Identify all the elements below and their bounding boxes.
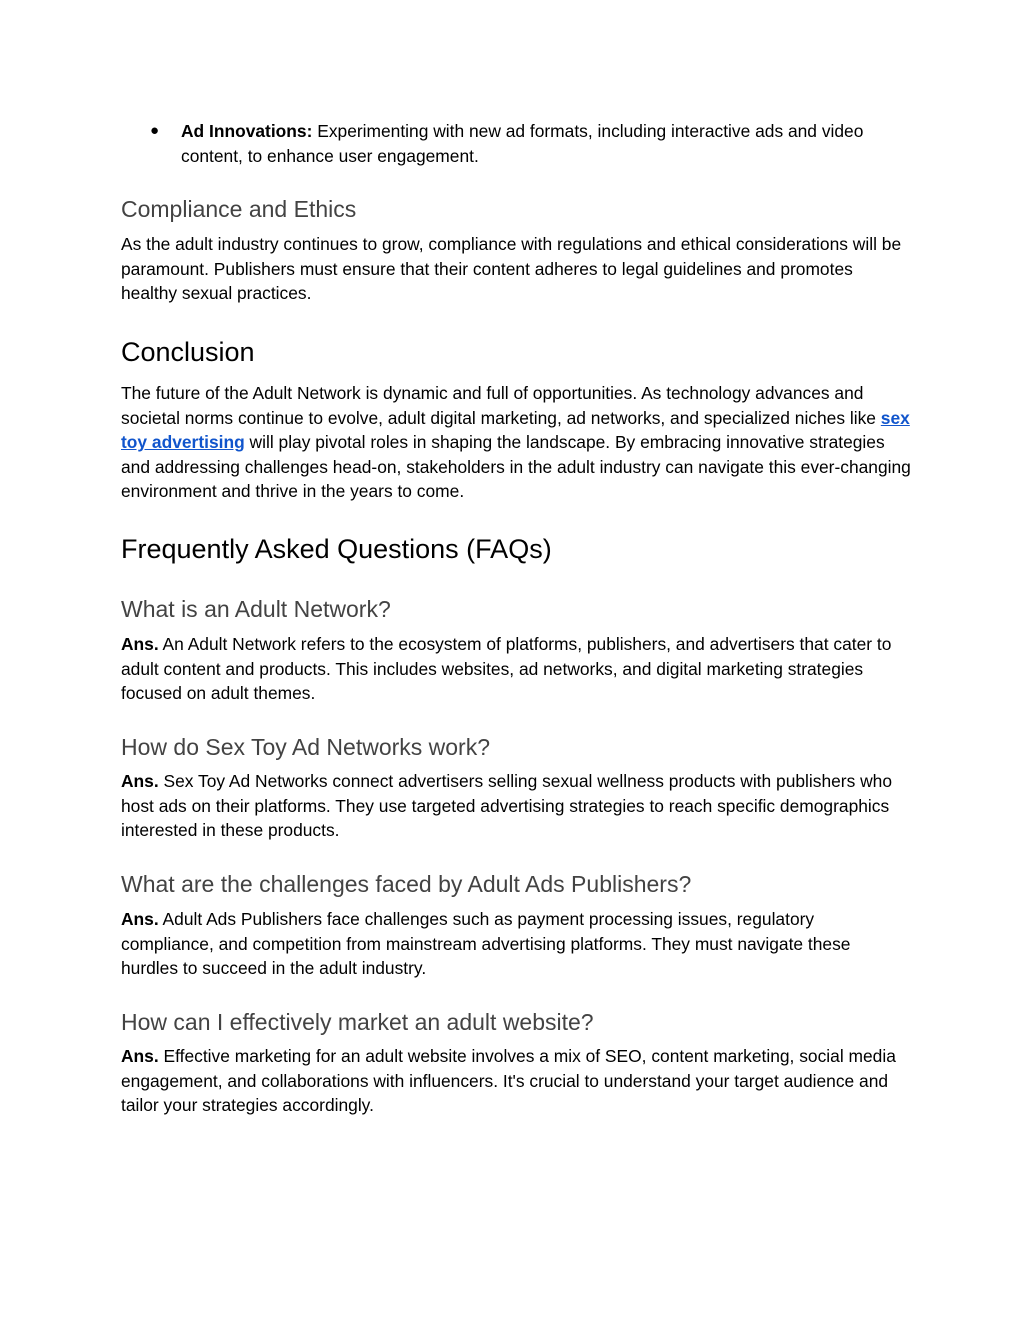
compliance-paragraph: As the adult industry continues to grow, compliance with regulations and ethical considerations will be paramount. Publishers must ensure that their content adheres to legal guidelines and promotes healthy sexual practices. bbox=[121, 234, 902, 303]
faq-answer bbox=[121, 769, 911, 843]
faq-question: How do Sex Toy Ad Networks work? bbox=[121, 734, 491, 760]
answer-prefix: Ans. bbox=[121, 1046, 159, 1066]
compliance-heading: Compliance and Ethics bbox=[121, 196, 357, 222]
answer-prefix: Ans. bbox=[121, 634, 159, 654]
conclusion-text-start: The future of the Adult Network is dynamic and full of opportunities. As technology advances and societal norms continue to evolve, adult digital marketing, ad networks, and specialized niches like bbox=[121, 383, 881, 428]
conclusion-paragraph bbox=[121, 381, 911, 504]
faq-question: What are the challenges faced by Adult Ads Publishers? bbox=[121, 871, 692, 897]
bullet-body: Experimenting with new ad formats, including interactive ads and video content, to enhance user engagement. bbox=[181, 121, 864, 166]
bullet-item bbox=[151, 119, 911, 168]
answer-text: Effective marketing for an adult website involves a mix of SEO, content marketing, social media engagement, and collaborations with influencers. It's crucial to understand your target audience and tailor your strategies accordingly. bbox=[121, 1046, 896, 1115]
faq-answer bbox=[121, 907, 911, 981]
faq-answer bbox=[121, 632, 911, 706]
answer-text: Adult Ads Publishers face challenges such as payment processing issues, regulatory compliance, and competition from mainstream advertising platforms. They must navigate these hurdles to succeed in the adult industry. bbox=[121, 909, 851, 978]
answer-prefix: Ans. bbox=[121, 771, 159, 791]
answer-prefix: Ans. bbox=[121, 909, 159, 929]
bullet-label: Ad Innovations: bbox=[181, 121, 313, 141]
sex-toy-advertising-link[interactable]: sex toy advertising bbox=[121, 407, 910, 452]
bullet-text bbox=[181, 119, 911, 168]
answer-text: Sex Toy Ad Networks connect advertisers selling sexual wellness products with publishers who host ads on their platforms. They use targeted advertising strategies to reach specific demographics interested in these products. bbox=[121, 771, 893, 840]
faq-answer bbox=[121, 1044, 911, 1118]
conclusion-heading: Conclusion bbox=[121, 337, 255, 367]
conclusion-text-end: will play pivotal roles in shaping the landscape. By embracing innovative strategies and addressing challenges head-on, stakeholders in the adult industry can navigate this ever-changing environment and thrive in the years to come. bbox=[121, 432, 911, 501]
faq-question: How can I effectively market an adult website? bbox=[121, 1009, 594, 1035]
answer-text: An Adult Network refers to the ecosystem of platforms, publishers, and advertisers that cater to adult content and products. This includes websites, ad networks, and digital marketing strategies focused on adult themes. bbox=[121, 634, 892, 703]
faq-heading: Frequently Asked Questions (FAQs) bbox=[121, 534, 552, 564]
bullet-icon: ● bbox=[150, 122, 160, 139]
faq-question: What is an Adult Network? bbox=[121, 596, 391, 622]
